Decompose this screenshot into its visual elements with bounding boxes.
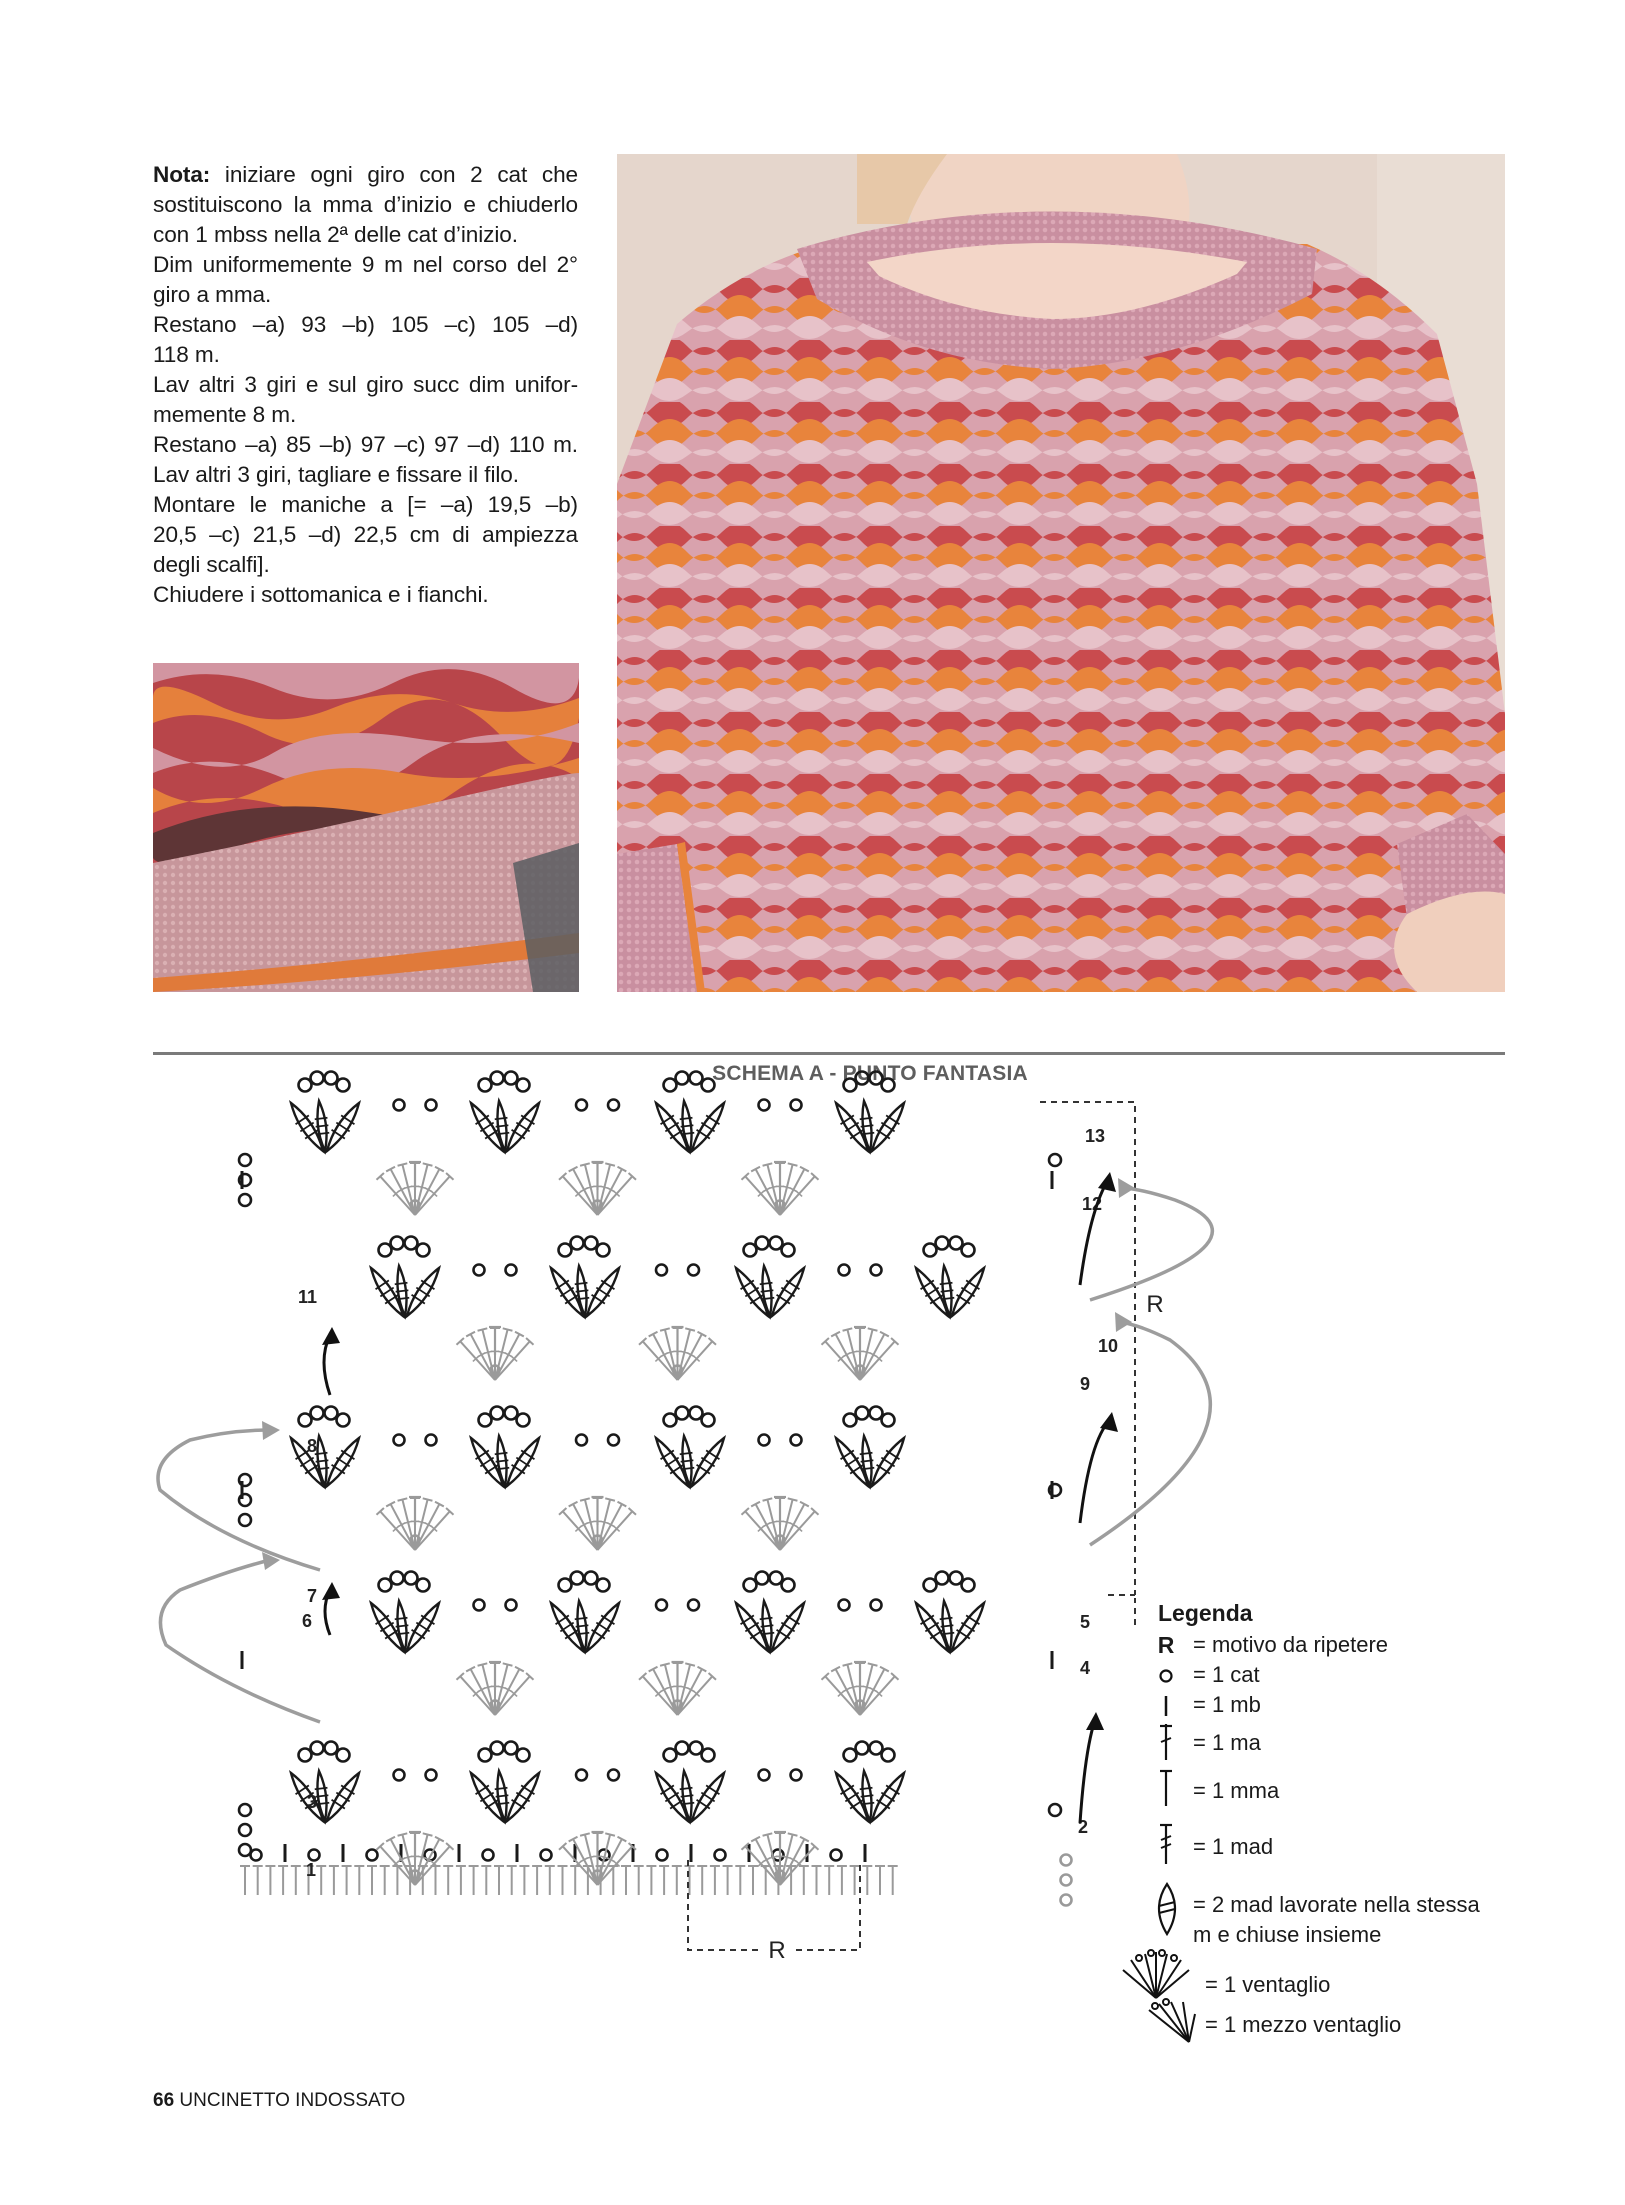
cluster-motif xyxy=(471,1101,539,1151)
chain-stitch xyxy=(559,1244,572,1257)
chain-stitch xyxy=(844,1414,857,1427)
chain-stitch xyxy=(1061,1875,1072,1886)
cluster-motif xyxy=(656,1101,724,1151)
cluster-motif xyxy=(291,1101,359,1151)
chain-stitch xyxy=(426,1435,437,1446)
chain-stitch xyxy=(744,1579,757,1592)
chain-stitch xyxy=(585,1572,598,1585)
magazine-name: UNCINETTO INDOSSATO xyxy=(179,2090,406,2111)
note-line: con 1 mbss nella 2ª delle cat d’inizio. xyxy=(153,222,518,247)
chain-stitch xyxy=(337,1079,350,1092)
row-number-11: 11 xyxy=(298,1287,318,1307)
section-divider xyxy=(153,1052,1505,1055)
row-number-12: 12 xyxy=(1082,1194,1103,1214)
chain-stitch xyxy=(325,1407,338,1420)
mad-stitch-icon xyxy=(1157,1822,1175,1866)
chain-stitch xyxy=(870,1742,883,1755)
detail-photo-image xyxy=(153,663,579,992)
chain-stitch xyxy=(479,1414,492,1427)
note-line: Restano –a) 93 –b) 105 –c) 105 –d) xyxy=(153,312,578,337)
chain-stitch xyxy=(394,1100,405,1111)
chain-stitch xyxy=(239,1844,251,1856)
chain-stitch xyxy=(936,1572,949,1585)
chain-stitch xyxy=(337,1749,350,1762)
chain-stitch xyxy=(571,1572,584,1585)
cluster-motif xyxy=(736,1601,804,1651)
note-line: Nota: iniziare ogni giro con 2 cat che xyxy=(153,162,578,187)
note-line: Restano –a) 85 –b) 97 –c) 97 –d) 110 m. xyxy=(153,432,578,457)
row-number-9: 9 xyxy=(1080,1374,1091,1394)
chain-stitch xyxy=(856,1742,869,1755)
chain-stitch xyxy=(782,1244,795,1257)
chain-stitch xyxy=(844,1749,857,1762)
chain-stitch xyxy=(924,1579,937,1592)
chain-stitch xyxy=(831,1850,842,1861)
cluster-motif xyxy=(656,1771,724,1821)
chain-stitch xyxy=(299,1079,312,1092)
chain-stitch xyxy=(702,1749,715,1762)
chain-stitch xyxy=(571,1237,584,1250)
chain-stitch xyxy=(759,1100,770,1111)
chain-stitch xyxy=(417,1244,430,1257)
chain-stitch xyxy=(690,1742,703,1755)
chain-stitch xyxy=(1061,1855,1072,1866)
cluster-motif xyxy=(836,1101,904,1151)
chain-stitch xyxy=(576,1770,587,1781)
row-arrow-4 xyxy=(1080,1720,1095,1823)
repeat-arrow-right-upper xyxy=(1090,1188,1212,1300)
note-line: Chiudere i sottomanica e i fianchi. xyxy=(153,582,489,607)
chain-stitch xyxy=(426,1770,437,1781)
row-number-2: 2 xyxy=(1078,1817,1089,1837)
chain-stitch xyxy=(759,1435,770,1446)
half-fan-icon xyxy=(1143,1998,1197,2046)
chain-stitch xyxy=(576,1435,587,1446)
cluster-motif xyxy=(371,1266,439,1316)
chain-stitch xyxy=(299,1414,312,1427)
row-number-8: 8 xyxy=(307,1436,318,1456)
note-line: Dim uniformemente 9 m nel corso del 2° xyxy=(153,252,578,277)
chain-stitch xyxy=(608,1100,619,1111)
row-number-10: 10 xyxy=(1098,1336,1119,1356)
chain-stitch xyxy=(791,1100,802,1111)
cluster-motif xyxy=(291,1771,359,1821)
chain-stitch xyxy=(870,1407,883,1420)
chain-stitch xyxy=(950,1237,963,1250)
repeat-label-bottom: R xyxy=(768,1937,786,1964)
chain-stitch xyxy=(417,1579,430,1592)
chain-stitch xyxy=(491,1742,504,1755)
page-footer xyxy=(153,2090,405,2112)
chain-stitch xyxy=(506,1600,517,1611)
note-line: 118 m. xyxy=(153,342,220,367)
chain-stitch xyxy=(770,1237,783,1250)
chain-stitch xyxy=(839,1265,850,1276)
cluster-motif xyxy=(471,1771,539,1821)
chain-stitch xyxy=(394,1435,405,1446)
chain-stitch xyxy=(676,1407,689,1420)
chain-stitch xyxy=(656,1600,667,1611)
chain-stitch xyxy=(1049,1804,1061,1816)
note-line: sostituiscono la mma d’inizio e chiuderlo xyxy=(153,192,578,217)
chain-stitch xyxy=(239,1824,251,1836)
note-line: memente 8 m. xyxy=(153,402,297,427)
chain-stitch xyxy=(311,1742,324,1755)
page-number: 66 xyxy=(153,2090,175,2111)
chain-stitch xyxy=(744,1244,757,1257)
chain-stitch xyxy=(782,1579,795,1592)
mma-stitch-icon xyxy=(1157,1768,1175,1808)
chain-stitch xyxy=(756,1237,769,1250)
chain-stitch xyxy=(405,1237,418,1250)
chain-stitch xyxy=(309,1850,320,1861)
chain-stitch xyxy=(597,1579,610,1592)
chain-stitch xyxy=(882,1749,895,1762)
note-line: Montare le maniche a [= –a) 19,5 –b) xyxy=(153,492,578,517)
chain-stitch xyxy=(585,1237,598,1250)
cluster-motif xyxy=(836,1436,904,1486)
chain-stitch xyxy=(541,1850,552,1861)
chain-stitch xyxy=(770,1572,783,1585)
chain-stitch xyxy=(839,1600,850,1611)
chain-stitch xyxy=(676,1742,689,1755)
chain-stitch xyxy=(405,1572,418,1585)
chain-stitch xyxy=(505,1742,518,1755)
row-number-4: 4 xyxy=(1080,1658,1091,1678)
repeat-arrow-left-lower xyxy=(160,1560,320,1722)
chain-stitch xyxy=(299,1749,312,1762)
chain-stitch xyxy=(871,1265,882,1276)
note-label: Nota: xyxy=(153,162,211,187)
chain-stitch xyxy=(657,1850,668,1861)
row-number-6: 6 xyxy=(302,1611,313,1631)
chain-stitch xyxy=(479,1749,492,1762)
cluster-motif xyxy=(916,1266,984,1316)
chain-stitch xyxy=(394,1770,405,1781)
chain-stitch xyxy=(491,1072,504,1085)
chain-stitch xyxy=(576,1100,587,1111)
cluster-motif xyxy=(736,1266,804,1316)
chain-stitch xyxy=(517,1079,530,1092)
chain-stitch xyxy=(759,1770,770,1781)
chain-stitch xyxy=(483,1850,494,1861)
ma-stitch-icon xyxy=(1157,1722,1175,1762)
pattern-notes xyxy=(153,160,578,610)
chain-stitch xyxy=(505,1072,518,1085)
chain-stitch xyxy=(239,1154,251,1166)
chart-title: SCHEMA A - PUNTO FANTASIA xyxy=(712,1062,1028,1085)
chain-stitch xyxy=(506,1265,517,1276)
cluster-motif xyxy=(371,1601,439,1651)
chain-stitch xyxy=(391,1572,404,1585)
chain-stitch xyxy=(559,1579,572,1592)
cluster-motif xyxy=(551,1266,619,1316)
cluster-motif xyxy=(471,1436,539,1486)
crochet-chart xyxy=(150,1090,1164,2055)
chain-stitch xyxy=(656,1265,667,1276)
chain-stitch xyxy=(505,1407,518,1420)
chain-stitch xyxy=(325,1742,338,1755)
chain-stitch xyxy=(688,1600,699,1611)
row-number-3: 3 xyxy=(307,1792,318,1812)
chain-stitch xyxy=(664,1414,677,1427)
chain-stitch xyxy=(239,1804,251,1816)
chain-stitch xyxy=(426,1100,437,1111)
chain-stitch xyxy=(962,1579,975,1592)
cluster-motif xyxy=(836,1771,904,1821)
chain-stitch xyxy=(702,1414,715,1427)
chain-stitch xyxy=(1049,1154,1061,1166)
repeat-symbol: R xyxy=(1157,1632,1175,1658)
chain-stitch xyxy=(391,1237,404,1250)
sweater-photo-image xyxy=(617,154,1505,992)
repeat-bracket-right xyxy=(1040,1102,1135,1595)
fan-icon xyxy=(1117,1950,1195,2000)
chain-stitch xyxy=(936,1237,949,1250)
row-arrow-9 xyxy=(1080,1420,1110,1523)
legend-title: Legenda xyxy=(1158,1600,1253,1626)
chain-stitch xyxy=(882,1414,895,1427)
chain-stitch xyxy=(1061,1895,1072,1906)
crochet-chart-diagram xyxy=(150,1090,1164,2050)
chain-stitch xyxy=(715,1850,726,1861)
note-line: degli scalfi]. xyxy=(153,552,270,577)
chain-stitch xyxy=(311,1407,324,1420)
chain-stitch xyxy=(379,1579,392,1592)
cluster-motif xyxy=(656,1436,724,1486)
row-number-13: 13 xyxy=(1085,1126,1106,1146)
chain-stitch xyxy=(239,1194,251,1206)
chain-stitch xyxy=(479,1079,492,1092)
repeat-label-right: R xyxy=(1146,1291,1164,1318)
cluster-icon xyxy=(1153,1882,1181,1938)
chain-stitch xyxy=(756,1572,769,1585)
chain-stitch xyxy=(608,1770,619,1781)
chain-stitch xyxy=(337,1414,350,1427)
note-line: giro a mma. xyxy=(153,282,272,307)
chain-stitch xyxy=(791,1770,802,1781)
note-line: Lav altri 3 giri e sul giro succ dim unifor- xyxy=(153,372,578,397)
chain-stitch xyxy=(871,1600,882,1611)
cluster-motif xyxy=(916,1601,984,1651)
chain-stitch xyxy=(239,1514,251,1526)
note-line: 20,5 –c) 21,5 –d) 22,5 cm di ampiezza xyxy=(153,522,578,547)
chain-stitch xyxy=(856,1407,869,1420)
sweater-photo xyxy=(617,154,1505,992)
chain-icon xyxy=(1157,1668,1175,1686)
chain-stitch xyxy=(367,1850,378,1861)
row-number-7: 7 xyxy=(307,1586,318,1606)
chain-stitch xyxy=(688,1265,699,1276)
chain-stitch xyxy=(664,1749,677,1762)
chain-stitch xyxy=(311,1072,324,1085)
chain-stitch xyxy=(597,1244,610,1257)
cluster-motif xyxy=(551,1601,619,1651)
row-number-1: 1 xyxy=(306,1860,317,1880)
chain-stitch xyxy=(325,1072,338,1085)
chain-stitch xyxy=(608,1435,619,1446)
note-line: Lav altri 3 giri, tagliare e fissare il filo. xyxy=(153,462,519,487)
chain-stitch xyxy=(924,1244,937,1257)
chain-stitch xyxy=(791,1435,802,1446)
chain-stitch xyxy=(491,1407,504,1420)
single-crochet-icon xyxy=(1157,1694,1175,1718)
chain-stitch xyxy=(517,1749,530,1762)
chain-stitch xyxy=(379,1244,392,1257)
chain-stitch xyxy=(962,1244,975,1257)
cluster-motif xyxy=(291,1436,359,1486)
detail-photo xyxy=(153,663,579,992)
chain-stitch xyxy=(517,1414,530,1427)
chain-stitch xyxy=(474,1265,485,1276)
row-number-5: 5 xyxy=(1080,1612,1091,1632)
chain-stitch xyxy=(474,1600,485,1611)
chain-stitch xyxy=(690,1407,703,1420)
chain-stitch xyxy=(950,1572,963,1585)
